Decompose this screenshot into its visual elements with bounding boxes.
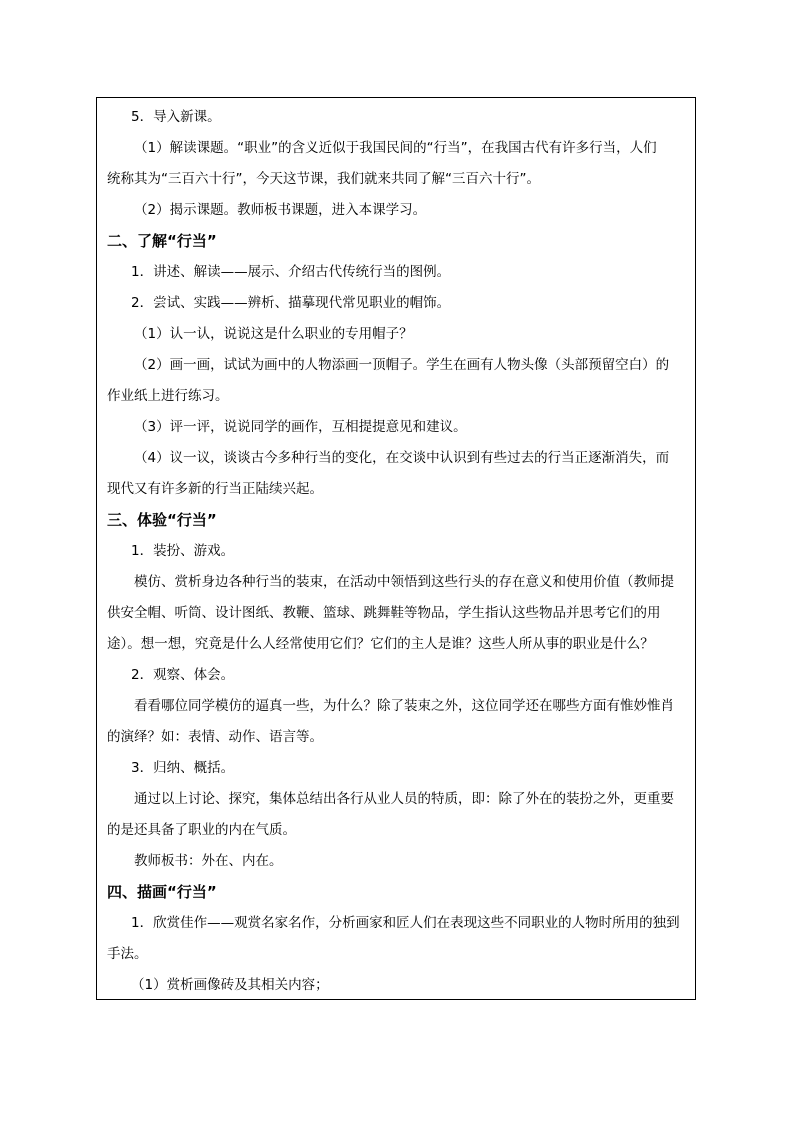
paragraph-line: 教师板书：外在、内在。 (134, 853, 283, 869)
paragraph-line: 现代又有许多新的行当正陆续兴起。 (107, 481, 323, 497)
paragraph-line: 1．讲述、解读——展示、介绍古代传统行当的图例。 (131, 264, 451, 280)
paragraph-line: 5．导入新课。 (131, 109, 221, 125)
paragraph-line: 3．归纳、概括。 (131, 760, 235, 776)
paragraph-line: 的演绎？如：表情、动作、语言等。 (107, 729, 323, 745)
paragraph-line: 2．观察、体会。 (131, 667, 235, 683)
paragraph-line: 途）。想一想，究竟是什么人经常使用它们？它们的主人是谁？这些人所从事的职业是什么？ (107, 636, 654, 652)
paragraph-line: 通过以上讨论、探究，集体总结出各行从业人员的特质，即：除了外在的装扮之外，更重要 (134, 791, 674, 807)
paragraph-line: （3）评一评，说说同学的画作，互相提提意见和建议。 (134, 419, 467, 435)
paragraph-line: 手法。 (107, 946, 148, 962)
paragraph-line: （2）画一画，试试为画中的人物添画一顶帽子。学生在画有人物头像（头部预留空白）的 (134, 357, 670, 373)
paragraph-line: （2）揭示课题。教师板书课题，进入本课学习。 (134, 202, 427, 218)
paragraph-line: 1．欣赏佳作——观赏名家名作，分析画家和匠人们在表现这些不同职业的人物时所用的独到 (131, 915, 680, 931)
paragraph-line: 的是还具备了职业的内在气质。 (107, 822, 296, 838)
section-heading: 三、体验“行当” (107, 511, 217, 529)
paragraph-line: 看看哪位同学模仿的逼真一些，为什么？除了装束之外，这位同学还在哪些方面有惟妙惟肖 (134, 698, 674, 714)
paragraph-line: 2．尝试、实践——辨析、描摹现代常见职业的帽饰。 (131, 295, 451, 311)
section-heading: 二、了解“行当” (107, 232, 217, 250)
paragraph-line: 1．装扮、游戏。 (131, 543, 235, 559)
paragraph-line: （4）议一议，谈谈古今多种行当的变化，在交谈中认识到有些过去的行当正逐渐消失，而 (134, 450, 670, 466)
paragraph-line: （1）解读课题。“职业”的含义近似于我国民间的“行当”，在我国古代有许多行当，人们 (134, 140, 657, 156)
section-heading: 四、描画“行当” (107, 883, 217, 901)
paragraph-line: 模仿、赏析身边各种行当的装束，在活动中领悟到这些行头的存在意义和使用价值（教师提 (134, 574, 674, 590)
paragraph-line: 作业纸上进行练习。 (107, 388, 229, 404)
paragraph-line: （1）认一认，说说这是什么职业的专用帽子？ (134, 326, 413, 342)
lesson-plan-table-cell (96, 97, 696, 1000)
paragraph-line: 统称其为“三百六十行”，今天这节课，我们就来共同了解“三百六十行”。 (107, 171, 540, 187)
paragraph-line: 供安全帽、听筒、设计图纸、教鞭、篮球、跳舞鞋等物品，学生指认这些物品并思考它们的用 (107, 605, 661, 621)
paragraph-line: （1）赏析画像砖及其相关内容； (131, 977, 329, 993)
